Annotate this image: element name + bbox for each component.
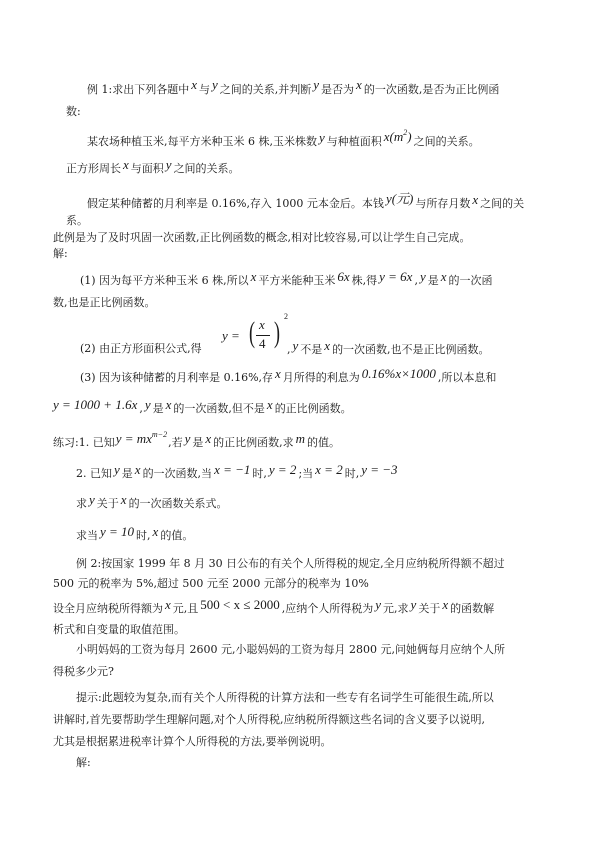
ex2-l2: 500 元的税率为 5%,超过 500 元至 2000 元部分的税率为 10% (53, 577, 369, 590)
math-y: y (184, 431, 191, 446)
math-y-10: y = 10 (100, 524, 135, 539)
math-sum: y = 1000 + 1.6x (53, 397, 138, 412)
s1-b: 平方米能种玉米 (258, 274, 336, 287)
ex2-l9: 尤其是根据累进税率计算个人所得税的方法,要举例说明。 (53, 735, 332, 748)
solution-2-rest: , y 不是 x 的一次函数,也不是正比例函数。 (287, 338, 490, 356)
math-y: y (313, 77, 320, 92)
p1-d: 的正比例函数,求 (213, 436, 294, 449)
p2-b: 是 (121, 467, 133, 480)
ex1-item2-b: 与面积 (130, 162, 164, 175)
p4-c: 的值。 (160, 529, 194, 542)
math-x: x (275, 366, 281, 381)
math-y-eq: y = (222, 328, 240, 343)
math-x: x (472, 192, 479, 207)
math-x: x (356, 77, 362, 92)
s2-b: 不是 (300, 343, 323, 356)
ex1-item1-b: 与种植面积 (326, 135, 382, 148)
math-x-neg1: x = −1 (214, 462, 251, 477)
ex1-item3-b: 与所存月数 (415, 197, 471, 210)
p3-c: 的一次函数关系式。 (128, 497, 228, 510)
p2-c: 的一次函数,当 (142, 467, 213, 480)
math-x-2: x = 2 (315, 462, 343, 477)
math-x: x (442, 597, 449, 612)
ex1-title-c: 之间的关系,并判断 (219, 83, 312, 96)
ex1-item1-c: 之间的关系。 (413, 135, 480, 148)
ex1-item2-c: 之间的关系。 (173, 162, 240, 175)
math-x: x (440, 269, 447, 284)
ex2-l6: 得税多少元? (53, 665, 114, 678)
p1-b: ,若 (168, 436, 183, 449)
math-y: y (89, 492, 95, 507)
ex2-l5: 小明妈妈的工资为每月 2600 元,小聪妈妈的工资为每月 2800 元,问她俩每月应纳个人所 (76, 643, 505, 656)
ex1-title-f: 数: (66, 105, 81, 118)
ex1-item3 (87, 191, 525, 212)
math-area (384, 129, 412, 144)
math-mx-base: y = mx (115, 431, 152, 446)
math-mx (116, 431, 167, 446)
ex1-title-d: 是否为 (321, 83, 355, 96)
ex1-item2-a: 正方形周长 (66, 162, 121, 175)
math-y: y (375, 597, 382, 612)
p4-a: 求当 (76, 529, 98, 542)
math-m: m (295, 431, 306, 446)
right-paren: ) (274, 316, 280, 349)
solution-3 (80, 366, 497, 386)
fraction-formula (222, 314, 292, 360)
ex1-title-line1 (87, 77, 500, 98)
ex2-l3-f: 的函数解 (450, 602, 495, 615)
math-area-base: x(m (383, 129, 404, 144)
math-y: y (410, 597, 417, 612)
s3-e: 的一次函数,但不是 (173, 402, 265, 415)
ex1-title-b: 与 (198, 83, 210, 96)
s3-f: 的正比例函数。 (274, 402, 352, 415)
solution-1: (1) 因为每平方米种玉米 6 株,所以 x 平方米能种玉米 6x 株,得 y = 6x , y 是 x 的一次函 (80, 269, 493, 287)
ex1-solve: 解: (53, 247, 68, 260)
frac-num: x (259, 317, 265, 332)
ex1-item2 (66, 157, 240, 177)
ex2-l3-b: 元,且 (172, 602, 199, 615)
ex1-item3-c: 之间的关 (480, 197, 525, 210)
ex1-item3-d: 系。 (66, 214, 88, 227)
ex2-l3-d: 元,求 (383, 602, 409, 615)
s3-c: ,所以本息和 (437, 371, 497, 384)
ex2-l3-a: 设全月应纳税所得额为 (53, 602, 163, 615)
ex2-l3 (53, 597, 495, 617)
practice-4 (76, 524, 194, 544)
p1-a: 练习:1. 已知 (53, 436, 115, 449)
math-x: x (152, 524, 159, 539)
math-x: x (205, 431, 212, 446)
ex2-l4: 析式和自变量的取值范围。 (53, 623, 185, 636)
math-y-2: y = 2 (268, 462, 297, 477)
p2-a: 2. 已知 (76, 467, 112, 480)
math-x: x (191, 77, 197, 92)
ex1-item1-a: 某农场种植玉米,每平方米种玉米 6 株,玉米株数 (87, 135, 317, 148)
ex2-l3-e: 关于 (418, 602, 441, 615)
left-paren: ( (249, 316, 255, 349)
p4-b: 时, (136, 529, 151, 542)
math-y: y (211, 77, 218, 92)
p1-c: 是 (192, 436, 204, 449)
math-y: y (144, 397, 151, 412)
math-x: x (165, 597, 171, 612)
math-y: y (292, 338, 299, 353)
math-area-exp: 2 (403, 128, 408, 137)
math-y: y (114, 462, 120, 477)
ex1-title-a: 例 1:求出下列各题中 (87, 83, 190, 96)
ex2-l7: 提示:此题较为复杂,而有关个人所得税的计算方法和一些专有名词学生可能很生疏,所以 (76, 691, 494, 704)
ex1-title-e: 的一次函数,是否为正比例函 (363, 83, 500, 96)
math-6x: 6x (337, 269, 350, 284)
p1-e: 的值。 (307, 436, 341, 449)
math-area-close: ) (407, 129, 412, 144)
p2-e: ;当 (298, 467, 314, 480)
math-x: x (324, 338, 331, 353)
ex1-item1 (87, 128, 480, 150)
frac-exp: 2 (284, 312, 288, 321)
s1-c: 株,得 (351, 274, 378, 287)
math-interest: 0.16%x×1000 (361, 366, 436, 381)
practice-1 (53, 430, 341, 451)
ex1-note: 此例是为了及时巩固一次函数,正比例函数的概念,相对比较容易,可以让学生自己完成。 (53, 231, 471, 244)
math-range: 500 < x ≤ 2000 (200, 597, 280, 612)
p2-f: 时, (344, 467, 360, 480)
ex2-l3-c: ,应纳个人所得税为 (281, 602, 374, 615)
s2-a: (2) 由正方形面积公式,得 (80, 342, 202, 355)
p2-d: 时, (252, 467, 267, 480)
math-x: x (123, 157, 129, 172)
s1-f: 数,也是正比例函数。 (53, 296, 156, 309)
s1-a: (1) 因为每平方米种玉米 6 株,所以 (80, 274, 249, 287)
math-x: x (250, 269, 257, 284)
frac-den: 4 (259, 336, 266, 351)
math-mx-exp: m−2 (151, 430, 168, 439)
ex2-l1: 例 2:按国家 1999 年 8 月 30 日公布的有关个人所得税的规定,全月应纳税所得额不超过 (76, 557, 505, 570)
practice-3 (76, 492, 228, 512)
math-y-eq-6x: y = 6x (379, 269, 413, 284)
s2-c: 的一次函数,也不是正比例函数。 (332, 343, 490, 356)
ex2-l8: 讲解时,首先要帮助学生理解问题,对个人所得税,应纳税所得额这些名词的含义要予以说明, (53, 713, 485, 726)
p3-a: 求 (76, 497, 87, 510)
math-yuan: y(元) (385, 191, 414, 206)
practice-2 (76, 462, 400, 482)
s1-e: 的一次函 (448, 274, 493, 287)
s3-a: (3) 因为该种储蓄的月利率是 0.16%,存 (80, 371, 274, 384)
math-y: y (419, 269, 426, 284)
solution-3b: y = 1000 + 1.6x , y 是 x 的一次函数,但不是 x 的正比例函数。 (53, 397, 352, 415)
math-y: y (165, 157, 172, 172)
p3-b: 关于 (96, 497, 119, 510)
s3-d: 是 (152, 402, 164, 415)
math-x: x (120, 492, 127, 507)
s1-d: 是 (427, 274, 439, 287)
math-x: x (165, 397, 172, 412)
math-y: y (318, 130, 325, 145)
math-x: x (266, 397, 273, 412)
ex2-l10: 解: (76, 756, 91, 769)
ex1-item3-a: 假定某种储蓄的月利率是 0.16%,存入 1000 元本金后。本钱 (87, 197, 384, 210)
s3-b: 月所得的利息为 (282, 371, 360, 384)
math-y-neg3: y = −3 (361, 462, 398, 477)
math-x: x (134, 462, 141, 477)
